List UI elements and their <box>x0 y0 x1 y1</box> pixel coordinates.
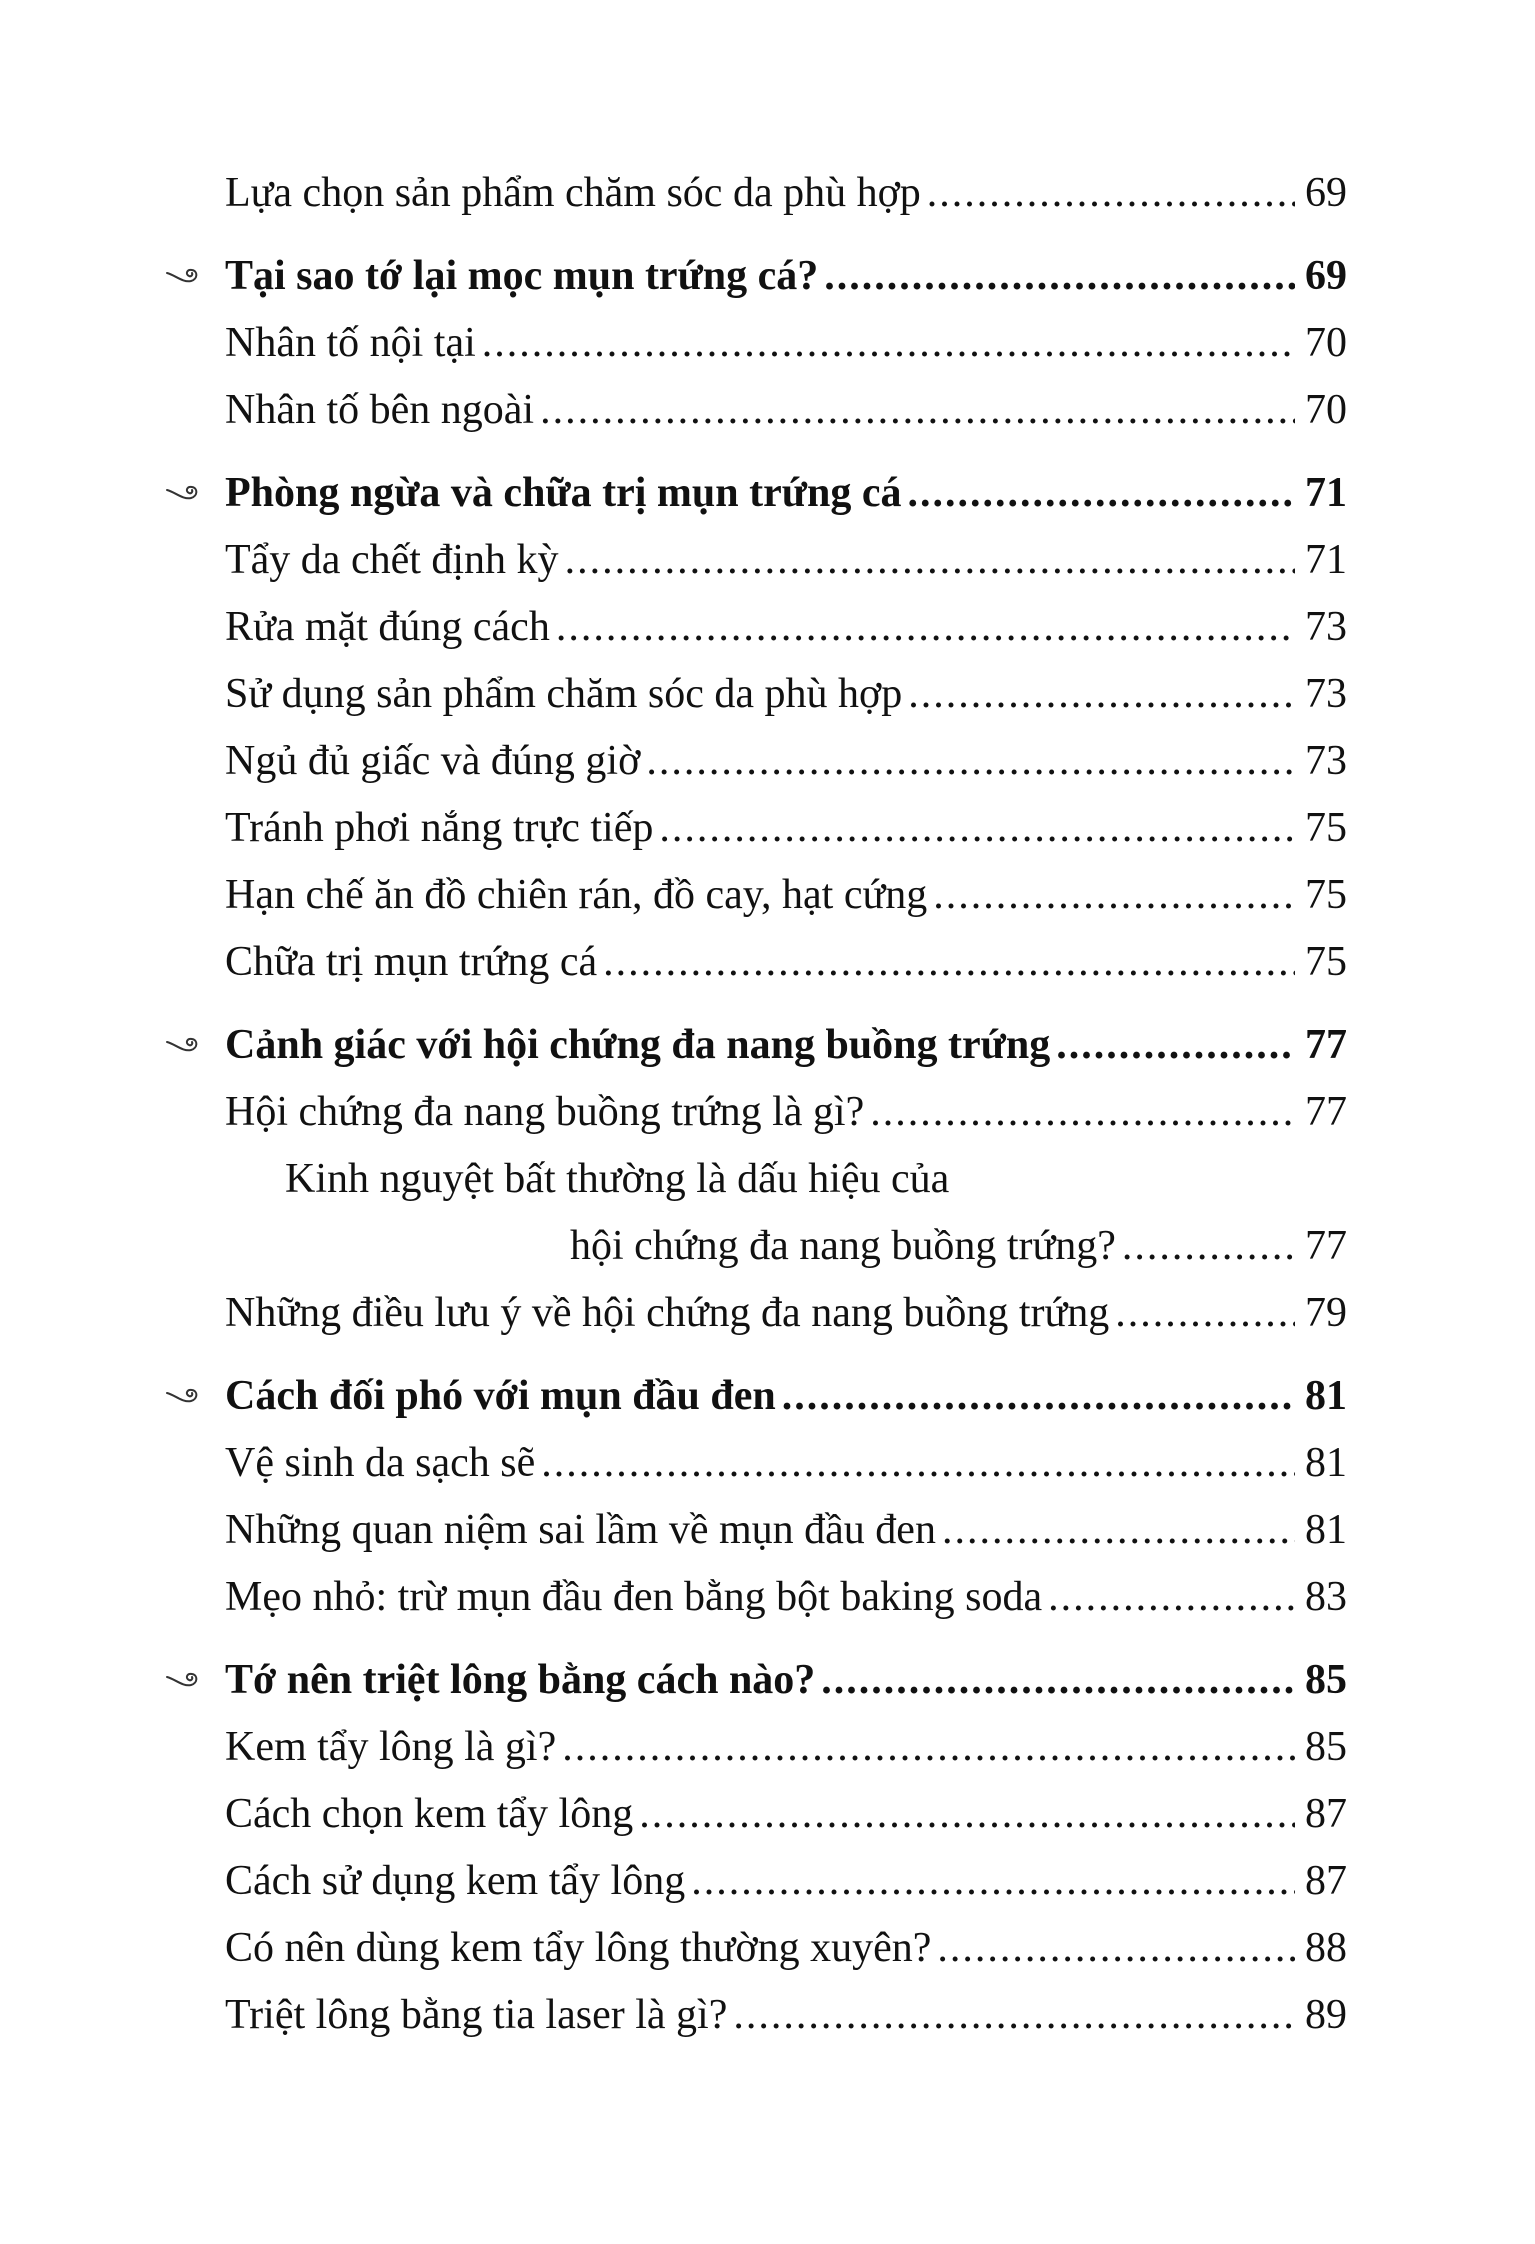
dot-leader <box>482 310 1295 377</box>
toc-entry-row <box>225 1280 1347 1347</box>
page-number: 81 <box>1305 1507 1347 1553</box>
page-number: 79 <box>1305 1290 1347 1336</box>
entry-title: Vệ sinh da sạch sẽ <box>225 1440 536 1486</box>
dot-leader <box>540 377 1295 444</box>
page-number: 71 <box>1305 537 1347 583</box>
toc-entry-row <box>225 1213 1347 1280</box>
section-title: Tớ nên triệt lông bằng cách nào? <box>225 1657 816 1703</box>
dot-leader <box>824 243 1295 310</box>
toc-entry-row <box>225 1497 1347 1564</box>
dot-leader <box>691 1848 1295 1915</box>
entry-title: Sử dụng sản phẩm chăm sóc da phù hợp <box>225 671 903 717</box>
toc-section-row <box>165 1363 1347 1430</box>
toc-entry-row <box>225 1146 1347 1213</box>
page-number: 69 <box>1305 170 1347 216</box>
dot-leader <box>907 460 1295 527</box>
toc-entry-row <box>225 310 1347 377</box>
dot-leader <box>565 527 1295 594</box>
page-number: 77 <box>1305 1223 1347 1269</box>
section-title: Cảnh giác với hội chứng đa nang buồng trứng <box>225 1022 1051 1068</box>
toc-section-row <box>165 460 1347 527</box>
toc-entry-row <box>225 1982 1347 2049</box>
dot-leader <box>1122 1213 1295 1280</box>
page-number: 83 <box>1305 1574 1347 1620</box>
dot-leader <box>639 1781 1295 1848</box>
entry-title: Cách sử dụng kem tẩy lông <box>225 1858 686 1904</box>
spiral-bullet-icon <box>165 482 201 504</box>
dot-leader <box>556 594 1295 661</box>
page-number: 85 <box>1305 1657 1347 1703</box>
section-title: Phòng ngừa và chữa trị mụn trứng cá <box>225 470 902 516</box>
entry-title: Chữa trị mụn trứng cá <box>225 939 598 985</box>
entry-title: Kem tẩy lông là gì? <box>225 1724 557 1770</box>
page-number: 87 <box>1305 1858 1347 1904</box>
toc-entry-row <box>225 527 1347 594</box>
page-number: 73 <box>1305 604 1347 650</box>
toc-entry-row <box>225 160 1347 227</box>
dot-leader <box>646 728 1295 795</box>
entry-title: Tránh phơi nắng trực tiếp <box>225 805 654 851</box>
page-number: 77 <box>1305 1022 1347 1068</box>
toc-entry-row <box>225 1430 1347 1497</box>
page-number: 75 <box>1305 939 1347 985</box>
page-number: 85 <box>1305 1724 1347 1770</box>
dot-leader <box>927 160 1295 227</box>
entry-title: hội chứng đa nang buồng trứng? <box>570 1223 1116 1269</box>
page-number: 73 <box>1305 738 1347 784</box>
page-number: 71 <box>1305 470 1347 516</box>
toc-entry-row <box>225 929 1347 996</box>
table-of-contents <box>225 160 1347 2049</box>
entry-title: Những quan niệm sai lầm về mụn đầu đen <box>225 1507 936 1553</box>
page-number: 81 <box>1305 1373 1347 1419</box>
dot-leader <box>782 1363 1295 1430</box>
toc-section-row <box>165 243 1347 310</box>
entry-title: Hội chứng đa nang buồng trứng là gì? <box>225 1089 865 1135</box>
toc-entry-row <box>225 1564 1347 1631</box>
page-number: 81 <box>1305 1440 1347 1486</box>
entry-title: Những điều lưu ý về hội chứng đa nang buồng trứng <box>225 1290 1110 1336</box>
entry-title: Cách chọn kem tẩy lông <box>225 1791 634 1837</box>
dot-leader <box>733 1982 1295 2049</box>
toc-entry-row <box>225 862 1347 929</box>
entry-title: Có nên dùng kem tẩy lông thường xuyên? <box>225 1925 932 1971</box>
toc-entry-row <box>225 594 1347 661</box>
section-title: Cách đối phó với mụn đầu đen <box>225 1373 776 1419</box>
page-number: 87 <box>1305 1791 1347 1837</box>
spiral-bullet-icon <box>165 1669 201 1691</box>
page-number: 89 <box>1305 1992 1347 2038</box>
toc-section-row <box>165 1647 1347 1714</box>
dot-leader <box>1115 1280 1295 1347</box>
entry-title: Triệt lông bằng tia laser là gì? <box>225 1992 728 2038</box>
toc-entry-row <box>225 1915 1347 1982</box>
dot-leader <box>870 1079 1295 1146</box>
page-number: 70 <box>1305 320 1347 366</box>
dot-leader <box>821 1647 1295 1714</box>
page-number: 75 <box>1305 805 1347 851</box>
toc-entry-row <box>225 1848 1347 1915</box>
entry-title: Kinh nguyệt bất thường là dấu hiệu của <box>285 1156 950 1202</box>
entry-title: Hạn chế ăn đồ chiên rán, đồ cay, hạt cứng <box>225 872 928 918</box>
dot-leader <box>603 929 1295 996</box>
dot-leader <box>659 795 1295 862</box>
toc-entry-row <box>225 728 1347 795</box>
entry-title: Rửa mặt đúng cách <box>225 604 550 650</box>
dot-leader <box>908 661 1295 728</box>
entry-title: Nhân tố nội tại <box>225 320 476 366</box>
entry-title: Tẩy da chết định kỳ <box>225 537 559 583</box>
page-number: 88 <box>1305 1925 1347 1971</box>
spiral-bullet-icon <box>165 1034 201 1056</box>
dot-leader <box>562 1714 1295 1781</box>
page-number: 70 <box>1305 387 1347 433</box>
spiral-bullet-icon <box>165 1385 201 1407</box>
entry-title: Ngủ đủ giấc và đúng giờ <box>225 738 641 784</box>
dot-leader <box>942 1497 1295 1564</box>
toc-section-row <box>165 1012 1347 1079</box>
page-number: 69 <box>1305 253 1347 299</box>
toc-entry-row <box>225 1079 1347 1146</box>
dot-leader <box>1056 1012 1295 1079</box>
toc-entry-row <box>225 795 1347 862</box>
entry-title: Mẹo nhỏ: trừ mụn đầu đen bằng bột baking soda <box>225 1574 1043 1620</box>
page-number: 77 <box>1305 1089 1347 1135</box>
spiral-bullet-icon <box>165 265 201 287</box>
page-number: 73 <box>1305 671 1347 717</box>
dot-leader <box>1048 1564 1295 1631</box>
dot-leader <box>541 1430 1295 1497</box>
entry-title: Lựa chọn sản phẩm chăm sóc da phù hợp <box>225 170 921 216</box>
toc-entry-row <box>225 661 1347 728</box>
dot-leader <box>937 1915 1295 1982</box>
toc-entry-row <box>225 1714 1347 1781</box>
toc-entry-row <box>225 377 1347 444</box>
entry-title: Nhân tố bên ngoài <box>225 387 535 433</box>
page-number: 75 <box>1305 872 1347 918</box>
dot-leader <box>933 862 1295 929</box>
toc-entry-row <box>225 1781 1347 1848</box>
section-title: Tại sao tớ lại mọc mụn trứng cá? <box>225 253 819 299</box>
